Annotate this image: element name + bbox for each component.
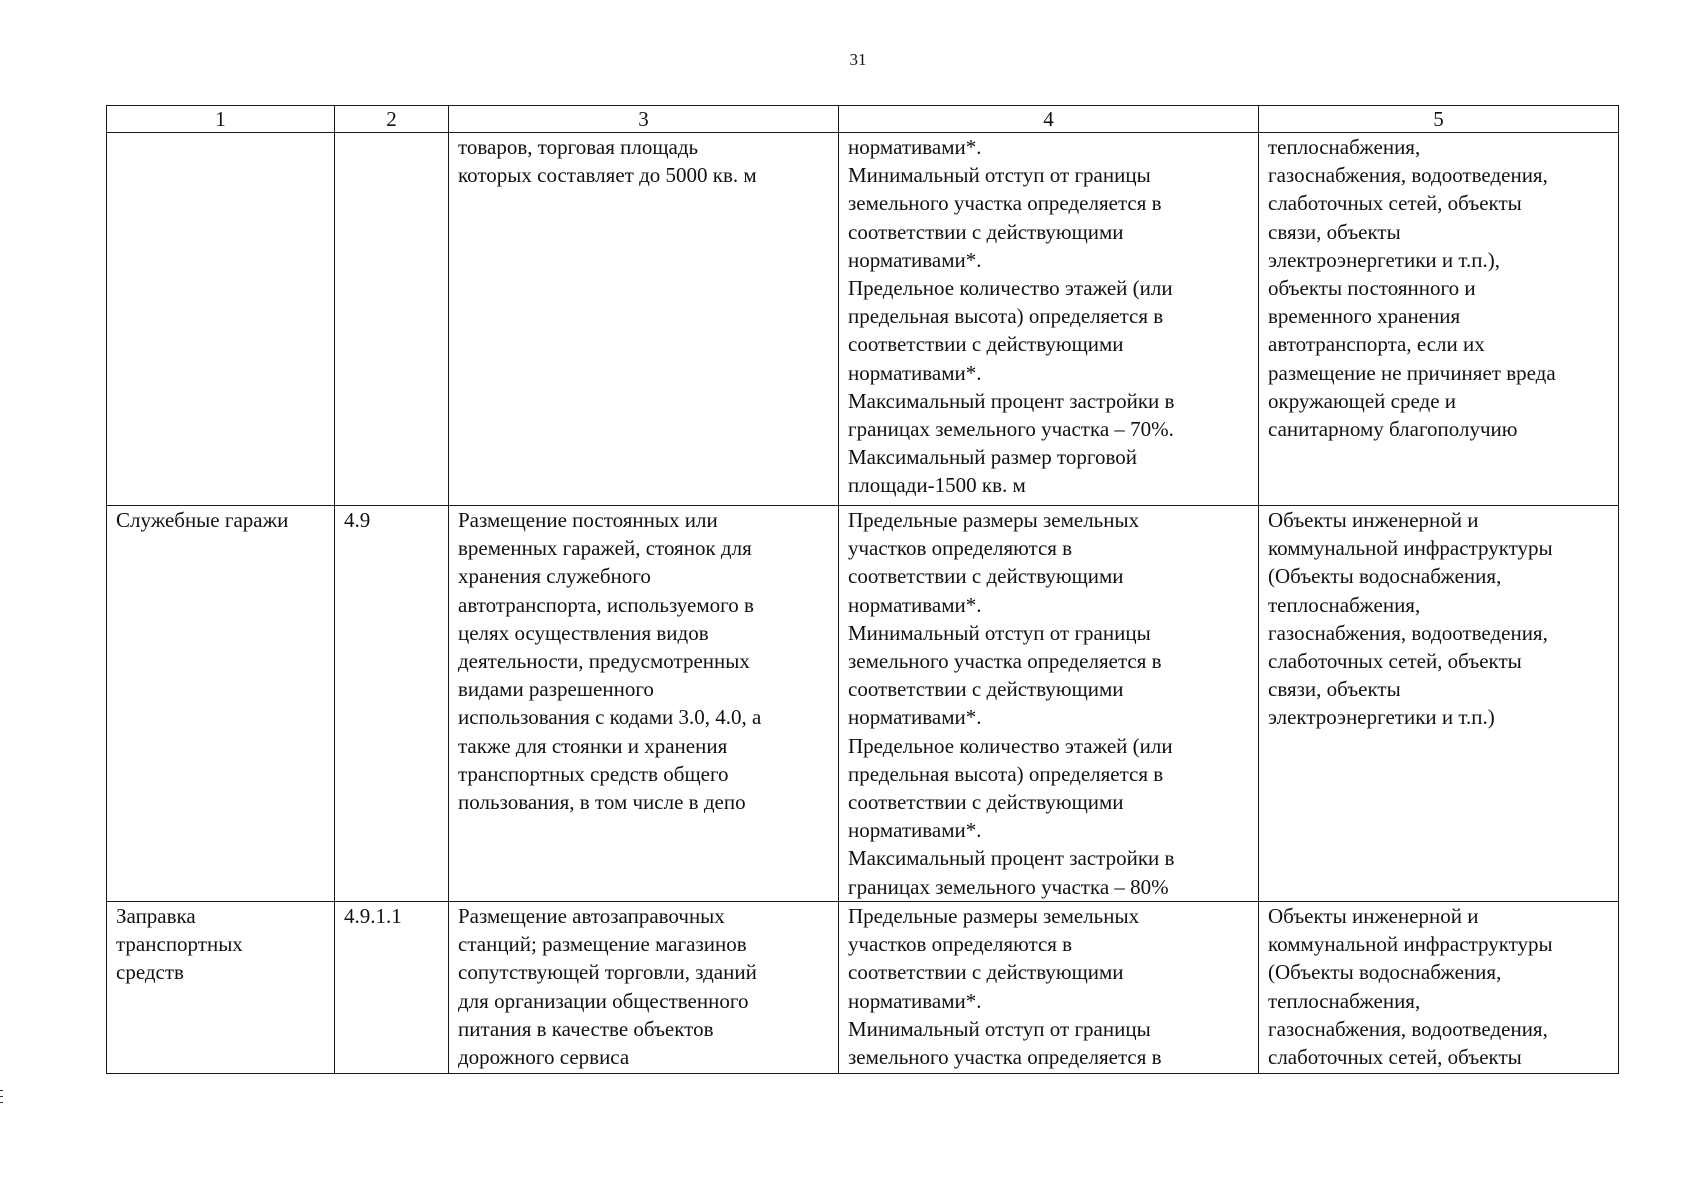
cell-text-line: газоснабжения, водоотведения, — [1268, 163, 1548, 188]
cell-text-line: связи, объекты — [1268, 677, 1401, 702]
cell-text-line: транспортных — [116, 932, 243, 957]
cell-text-line: автотранспорта, используемого в — [458, 592, 754, 617]
cell-text-line: дорожного сервиса — [458, 1045, 630, 1070]
cell-parameters — [839, 133, 1259, 506]
cell-text-line: площади-1500 кв. м — [848, 473, 1026, 498]
header-row — [107, 106, 1619, 133]
cell-text-line: использования с кодами 3.0, 4.0, а — [458, 705, 762, 730]
scan-edge-mark — [0, 1096, 3, 1097]
cell-text-line: объекты постоянного и — [1268, 276, 1476, 301]
cell-code — [335, 506, 449, 902]
cell-description — [449, 902, 839, 1074]
cell-text-line: предельная высота) определяется в — [848, 761, 1164, 786]
zoning-table — [106, 105, 1619, 1074]
cell-text-line: участков определяются в — [848, 932, 1073, 957]
cell-text-line: земельного участка определяется в — [848, 649, 1162, 674]
scan-edge-mark — [0, 1090, 3, 1091]
cell-text-line: размещение не причиняет вреда — [1268, 360, 1556, 385]
cell-text-line: сопутствующей торговли, зданий — [458, 960, 757, 985]
column-header-4: 4 — [839, 106, 1259, 133]
cell-text-line: санитарному благополучию — [1268, 417, 1518, 442]
cell-text-line: транспортных средств общего — [458, 761, 729, 786]
cell-text-line: Заправка — [116, 904, 196, 928]
cell-text-line: земельного участка определяется в — [848, 1045, 1162, 1070]
cell-text-line: окружающей среде и — [1268, 388, 1457, 413]
cell-code — [335, 902, 449, 1074]
cell-text-line: Предельное количество этажей (или — [848, 733, 1173, 758]
cell-text-line: Минимальный отступ от границы — [848, 620, 1151, 645]
cell-auxiliary — [1259, 902, 1619, 1074]
cell-text-line: также для стоянки и хранения — [458, 733, 728, 758]
cell-parameters — [839, 902, 1259, 1074]
cell-text-line: Минимальный отступ от границы — [848, 163, 1151, 188]
cell-auxiliary — [1259, 133, 1619, 506]
cell-text-line: Максимальный процент застройки в — [848, 388, 1175, 413]
row-continued-trade — [107, 133, 1619, 506]
cell-text-line: соответствии с действующими — [848, 332, 1124, 357]
cell-text-line: нормативами*. — [848, 247, 982, 272]
cell-text-line: средств — [116, 960, 184, 985]
cell-text-line: для организации общественного — [458, 988, 749, 1013]
cell-text-line: нормативами*. — [848, 360, 982, 385]
column-header-1: 1 — [107, 106, 335, 133]
cell-text-line: которых составляет до 5000 кв. м — [458, 163, 757, 188]
cell-text-line: слаботочных сетей, объекты — [1268, 649, 1522, 674]
cell-text-line: теплоснабжения, — [1268, 592, 1421, 617]
page-number: 31 — [849, 50, 867, 69]
cell-text-line: границах земельного участка – 80% — [848, 874, 1169, 899]
cell-text-line: земельного участка определяется в — [848, 191, 1162, 216]
row-vehicle-fueling — [107, 902, 1619, 1074]
row-service-garages — [107, 506, 1619, 902]
cell-text-line: нормативами*. — [848, 592, 982, 617]
cell-text-line: нормативами*. — [848, 135, 982, 159]
cell-text-line: границах земельного участка – 70%. — [848, 417, 1174, 442]
cell-parameters — [839, 506, 1259, 902]
cell-text-line: временных гаражей, стоянок для — [458, 536, 752, 561]
cell-text-line: участков определяются в — [848, 536, 1073, 561]
cell-text-line: электроэнергетики и т.п.), — [1268, 247, 1500, 272]
cell-text-line: нормативами*. — [848, 818, 982, 843]
column-header-2: 2 — [335, 106, 449, 133]
cell-text-line: автотранспорта, если их — [1268, 332, 1485, 357]
cell-text-line: соответствии с действующими — [848, 564, 1124, 589]
cell-text-line: соответствии с действующими — [848, 790, 1124, 815]
cell-text-line: соответствии с действующими — [848, 960, 1124, 985]
column-header-5: 5 — [1259, 106, 1619, 133]
cell-name — [107, 902, 335, 1074]
cell-text-line: слаботочных сетей, объекты — [1268, 191, 1522, 216]
cell-text-line: газоснабжения, водоотведения, — [1268, 620, 1548, 645]
cell-text-line: Минимальный отступ от границы — [848, 1016, 1151, 1041]
cell-text-line: соответствии с действующими — [848, 677, 1124, 702]
cell-text-line: теплоснабжения, — [1268, 988, 1421, 1013]
cell-text-line: целях осуществления видов — [458, 620, 709, 645]
cell-text-line: питания в качестве объектов — [458, 1016, 714, 1041]
cell-text-line: Предельные размеры земельных — [848, 508, 1140, 532]
cell-text-line: предельная высота) определяется в — [848, 304, 1164, 329]
cell-text-line: пользования, в том числе в депо — [458, 790, 746, 815]
cell-text-line: Максимальный процент застройки в — [848, 846, 1175, 871]
cell-text-line: видами разрешенного — [458, 677, 654, 702]
cell-text-line: Размещение автозаправочных — [458, 904, 725, 928]
cell-text-line: Размещение постоянных или — [458, 508, 718, 532]
cell-text-line: слаботочных сетей, объекты — [1268, 1045, 1522, 1070]
cell-text-line: Объекты инженерной и — [1268, 508, 1479, 532]
cell-description — [449, 133, 839, 506]
cell-text-line: электроэнергетики и т.п.) — [1268, 705, 1495, 730]
cell-text-line: газоснабжения, водоотведения, — [1268, 1016, 1548, 1041]
cell-text-line: временного хранения — [1268, 304, 1461, 329]
cell-text-line: Объекты инженерной и — [1268, 904, 1479, 928]
cell-text-line: нормативами*. — [848, 988, 982, 1013]
cell-text-line: станций; размещение магазинов — [458, 932, 747, 957]
scan-edge-mark — [0, 1102, 3, 1103]
cell-auxiliary — [1259, 506, 1619, 902]
cell-text-line: (Объекты водоснабжения, — [1268, 564, 1502, 589]
cell-text-line: коммунальной инфраструктуры — [1268, 932, 1553, 957]
cell-text-line: Служебные гаражи — [116, 508, 289, 532]
cell-text-line: Предельные размеры земельных — [848, 904, 1140, 928]
column-header-3: 3 — [449, 106, 839, 133]
cell-description — [449, 506, 839, 902]
cell-text-line: деятельности, предусмотренных — [458, 649, 750, 674]
cell-name — [107, 133, 335, 506]
cell-text-line: коммунальной инфраструктуры — [1268, 536, 1553, 561]
cell-text-line: хранения служебного — [458, 564, 651, 589]
cell-code — [335, 133, 449, 506]
cell-text-line: соответствии с действующими — [848, 219, 1124, 244]
cell-text-line: 4.9 — [344, 508, 371, 532]
cell-text-line: (Объекты водоснабжения, — [1268, 960, 1502, 985]
cell-text-line: теплоснабжения, — [1268, 135, 1421, 159]
cell-text-line: 4.9.1.1 — [344, 904, 402, 928]
cell-name — [107, 506, 335, 902]
cell-text-line: товаров, торговая площадь — [458, 135, 699, 159]
cell-text-line: Предельное количество этажей (или — [848, 276, 1173, 301]
cell-text-line: Максимальный размер торговой — [848, 445, 1137, 470]
cell-text-line: связи, объекты — [1268, 219, 1401, 244]
cell-text-line: нормативами*. — [848, 705, 982, 730]
